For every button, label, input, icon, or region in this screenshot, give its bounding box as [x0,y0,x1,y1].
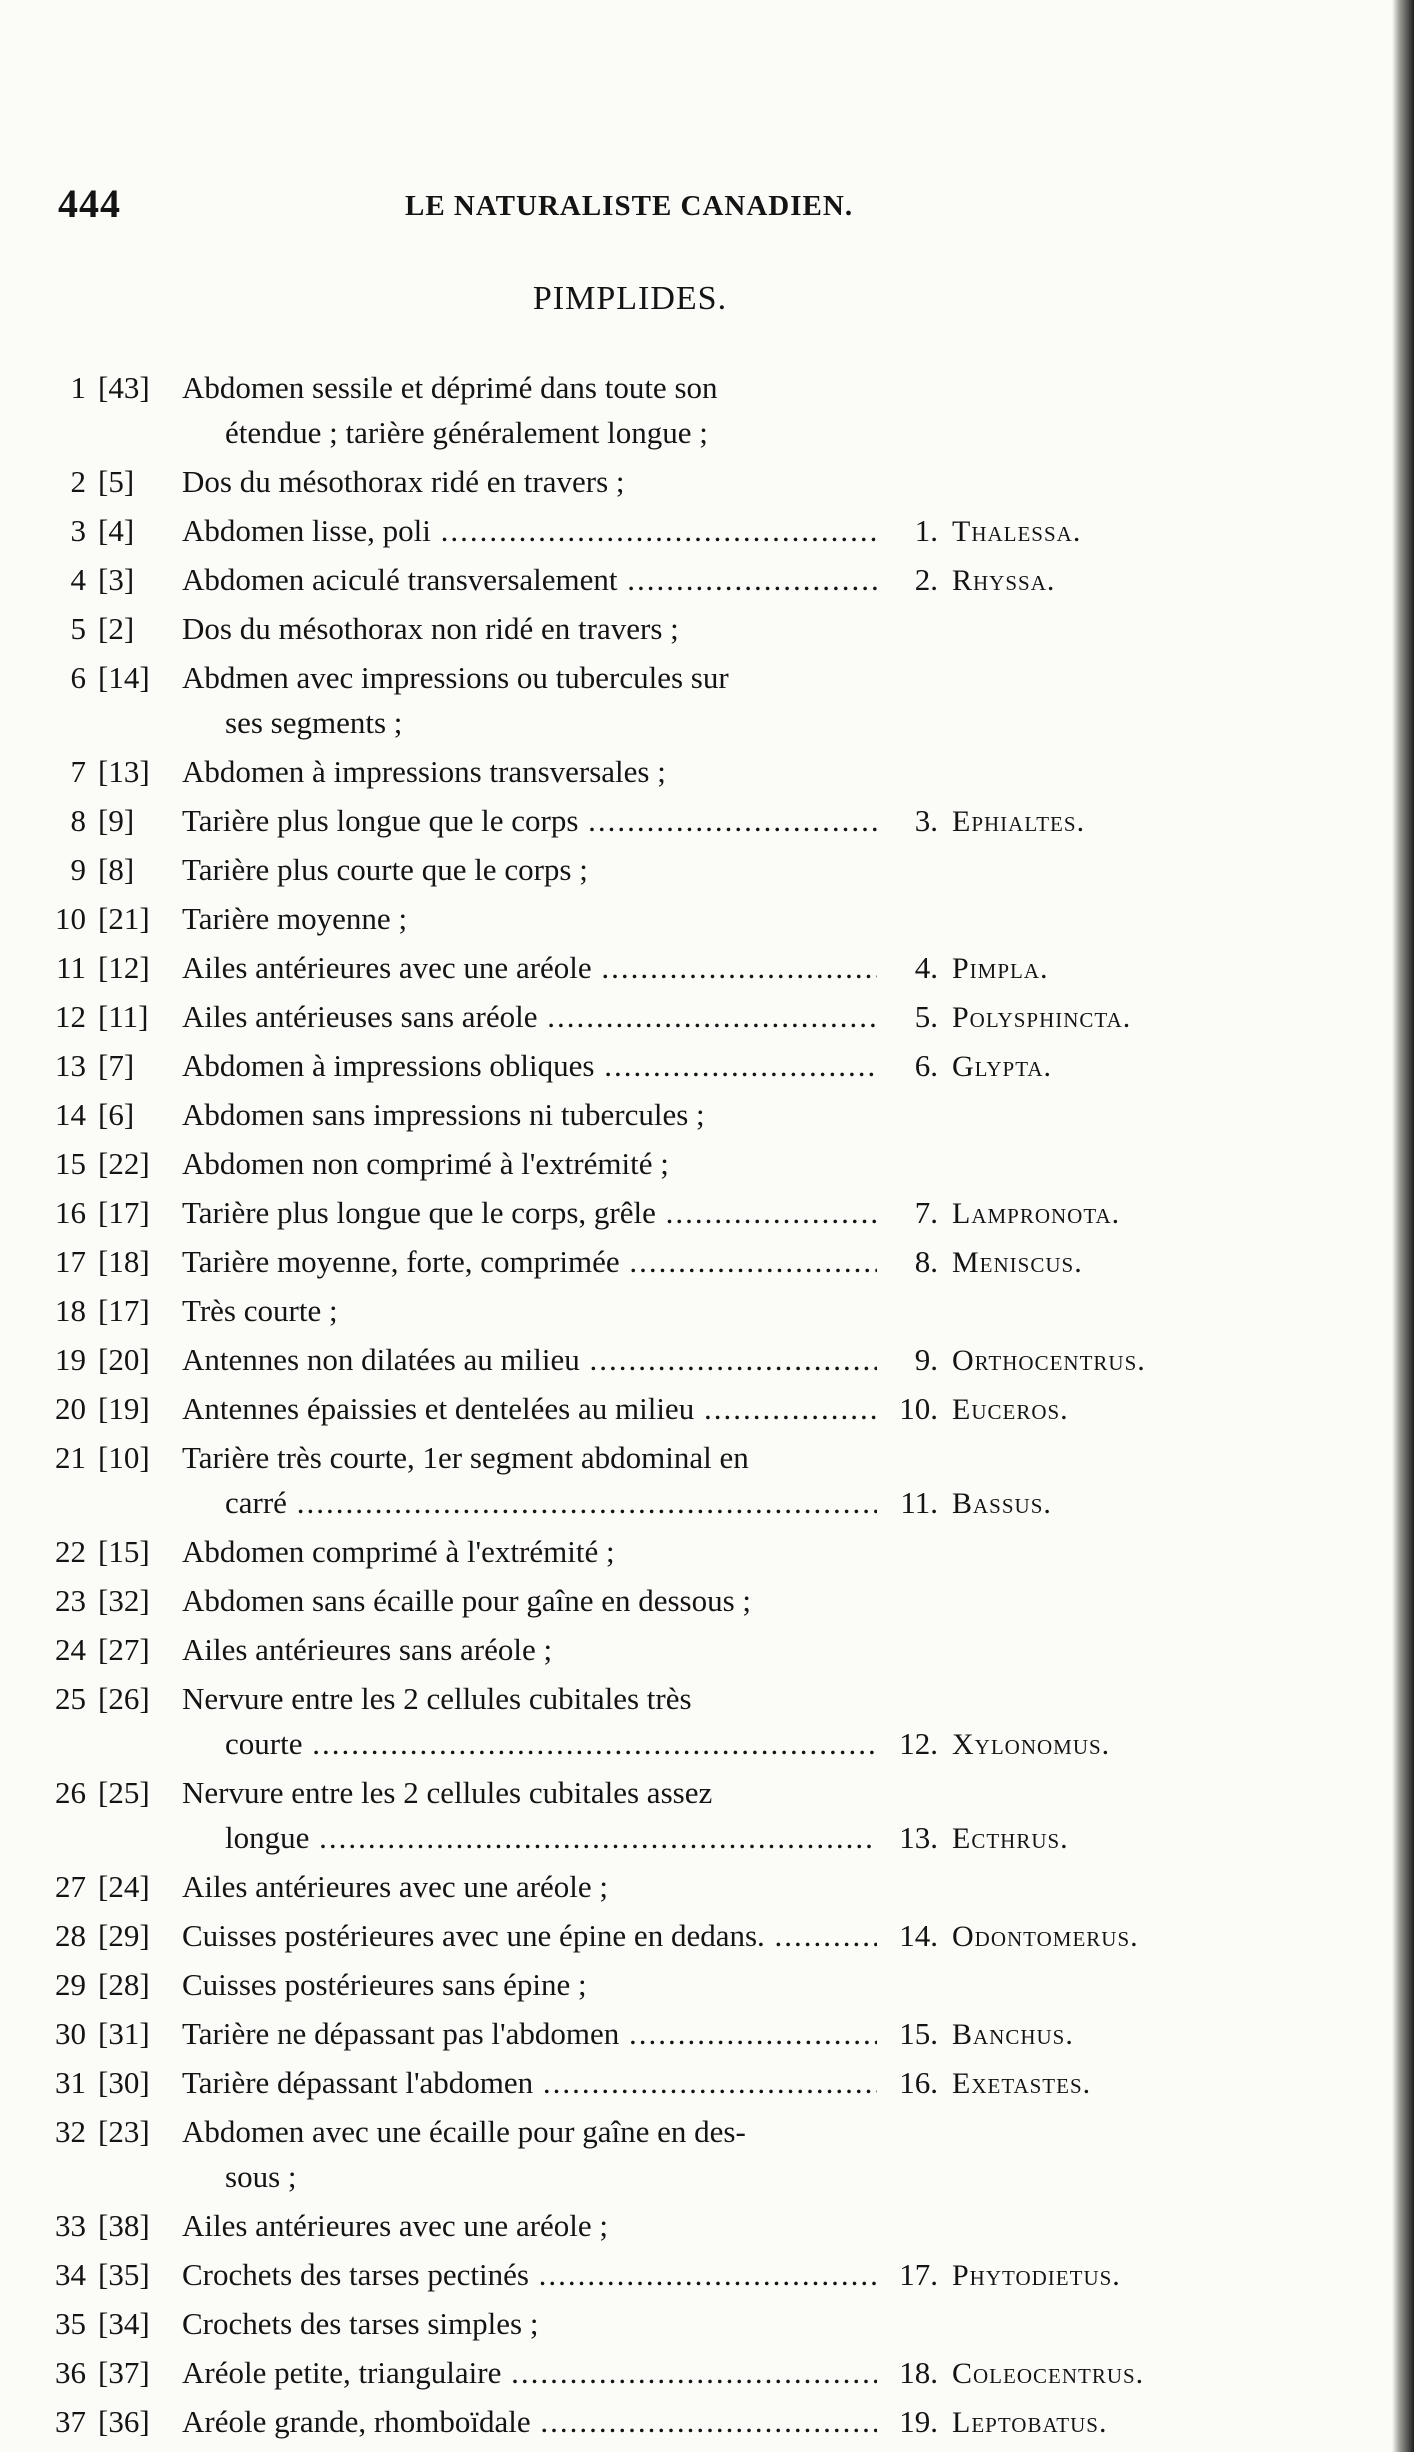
genus-number: 8. [914,1244,938,1279]
couplet-description-continued: étendue ; tarière généralement longue ; [225,415,708,450]
couplet-description: Nervure entre les 2 cellules cubitales assez [182,1775,713,1810]
couplet-reference: [9] [98,803,135,838]
genus-number: 19. [899,2404,938,2439]
genus-name: Banchus. [952,2018,1074,2051]
genus-result [888,994,1408,1040]
couplet-number: 5 [70,611,86,646]
key-entry-continuation [0,1815,1414,1860]
key-entry-line [0,1043,1414,1088]
couplet-reference: [17] [98,1195,150,1230]
couplet-reference: [32] [98,1583,150,1618]
genus-result [888,557,1408,603]
key-entry [0,508,1414,553]
key-entry-line [0,606,1414,651]
genus-result [888,2350,1408,2396]
genus-number: 11. [900,1485,938,1520]
key-entry-line [0,1239,1414,1284]
genus-name: Odontomerus. [952,1920,1139,1953]
couplet-description: Tarière plus longue que le corps ..... [182,798,877,843]
key-entry [0,459,1414,504]
couplet-number: 29 [55,1967,86,2002]
key-entry-continuation [0,2154,1414,2199]
key-entry [0,2301,1414,2346]
key-entry-line [0,1288,1414,1333]
couplet-description: Abdomen sans écaille pour gaîne en dessous ; [182,1583,752,1618]
couplet-number: 24 [55,1632,86,1667]
genus-number: 6. [914,1048,938,1083]
couplet-number: 8 [70,803,86,838]
couplet-number: 23 [55,1583,86,1618]
couplet-reference: [15] [98,1534,150,1569]
couplet-number: 31 [55,2065,86,2100]
couplet-description: Crochets des tarses pectinés ..... [182,2252,877,2297]
couplet-description: Ailes antérieures avec une aréole ; [182,1869,609,1904]
key-entry-continuation [0,410,1414,455]
couplet-number: 1 [70,370,86,405]
key-entry-line [0,459,1414,504]
couplet-reference: [29] [98,1918,150,1953]
couplet-number: 11 [56,950,86,985]
genus-number: 17. [899,2257,938,2292]
couplet-number: 7 [70,754,86,789]
couplet-number: 6 [70,660,86,695]
genus-name: Polysphincta. [952,1001,1132,1034]
key-entry [0,1676,1414,1766]
couplet-number: 34 [55,2257,86,2292]
key-entry [0,1239,1414,1284]
key-entry-line [0,1386,1414,1431]
couplet-reference: [27] [98,1632,150,1667]
couplet-reference: [20] [98,1342,150,1377]
genus-name: Orthocentrus. [952,1344,1146,1377]
genus-number: 16. [899,2065,938,2100]
couplet-number: 14 [55,1097,86,1132]
genus-name: Euceros. [952,1393,1069,1426]
genus-result [888,2252,1408,2298]
couplet-description-continued: sous ; [225,2159,297,2194]
couplet-description: Ailes antérieures avec une aréole ; [182,2208,609,2243]
couplet-reference: [18] [98,1244,150,1279]
couplet-description: Abdomen aciculé transversalement ..... [182,557,877,602]
couplet-number: 15 [55,1146,86,1181]
key-entry [0,847,1414,892]
genus-number: 9. [914,1342,938,1377]
genus-result [888,2399,1408,2445]
genus-name: Phytodietus. [952,2259,1121,2292]
couplet-reference: [43] [98,370,150,405]
couplet-number: 25 [55,1681,86,1716]
couplet-reference: [35] [98,2257,150,2292]
genus-result [888,798,1408,844]
key-entry [0,1529,1414,1574]
couplet-number: 30 [55,2016,86,2051]
couplet-number: 4 [70,562,86,597]
couplet-description-continued: courte ..... [225,1721,877,1766]
couplet-description: Tarière dépassant l'abdomen ..... [182,2060,877,2105]
genus-number: 15. [899,2016,938,2051]
key-entry-line [0,1770,1414,1815]
couplet-description: Abdmen avec impressions ou tubercules sur [182,660,729,695]
key-entry-line [0,2011,1414,2056]
couplet-description: Ailes antérieures sans aréole ; [182,1632,553,1667]
key-entry-line [0,1627,1414,1672]
couplet-description: Dos du mésothorax non ridé en travers ; [182,611,679,646]
key-entry-continuation [0,1480,1414,1525]
couplet-description: Tarière ne dépassant pas l'abdomen ..... [182,2011,877,2056]
key-entry-line [0,1141,1414,1186]
key-entry-line [0,1913,1414,1958]
couplet-description: Cuisses postérieures sans épine ; [182,1967,587,2002]
couplet-number: 36 [55,2355,86,2390]
couplet-number: 28 [55,1918,86,1953]
genus-name: Pimpla. [952,952,1049,985]
genus-name: Leptobatus. [952,2406,1108,2439]
genus-name: Thalessa. [952,515,1082,548]
genus-name: Bassus. [952,1487,1052,1520]
key-entry [0,749,1414,794]
key-entry-continuation [0,700,1414,745]
couplet-description: Abdomen à impressions transversales ; [182,754,666,789]
key-entry-line [0,1435,1414,1480]
couplet-reference: [6] [98,1097,135,1132]
couplet-number: 32 [55,2114,86,2149]
key-entry [0,1288,1414,1333]
couplet-reference: [38] [98,2208,150,2243]
key-entry-line [0,2252,1414,2297]
key-entry-line [0,2399,1414,2444]
key-entry [0,1435,1414,1525]
key-entry-line [0,1578,1414,1623]
genus-number: 10. [899,1391,938,1426]
couplet-description: Tarière très courte, 1er segment abdominal en [182,1440,749,1475]
key-entry [0,2109,1414,2199]
genus-number: 5. [914,999,938,1034]
key-entry [0,1578,1414,1623]
couplet-description: Abdomen non comprimé à l'extrémité ; [182,1146,669,1181]
couplet-number: 27 [55,1869,86,1904]
key-entry-line [0,2060,1414,2105]
key-entry [0,1337,1414,1382]
couplet-reference: [31] [98,2016,150,2051]
couplet-description: Abdomen à impressions obliques ..... [182,1043,877,1088]
genus-result [888,945,1408,991]
key-entry-line [0,1676,1414,1721]
couplet-number: 18 [55,1293,86,1328]
couplet-reference: [36] [98,2404,150,2439]
couplet-reference: [23] [98,2114,150,2149]
couplet-reference: [28] [98,1967,150,2002]
key-entry-line [0,557,1414,602]
key-entry [0,557,1414,602]
couplet-reference: [2] [98,611,135,646]
couplet-reference: [37] [98,2355,150,2390]
key-entry-line [0,896,1414,941]
key-entry [0,2252,1414,2297]
couplet-reference: [5] [98,464,135,499]
key-entry [0,606,1414,651]
key-entry-line [0,749,1414,794]
genus-result [888,1913,1408,1959]
key-entry-line [0,1337,1414,1382]
couplet-number: 3 [70,513,86,548]
genus-number: 1. [914,513,938,548]
key-entry-line [0,1864,1414,1909]
key-entry [0,1913,1414,1958]
couplet-number: 26 [55,1775,86,1810]
genus-result [888,1043,1408,1089]
key-entry [0,655,1414,745]
couplet-description: Nervure entre les 2 cellules cubitales très [182,1681,692,1716]
key-entry [0,1141,1414,1186]
couplet-description: Très courte ; [182,1293,338,1328]
couplet-number: 2 [70,464,86,499]
key-entry-line [0,994,1414,1039]
key-entry [0,945,1414,990]
genus-result [888,1239,1408,1285]
key-entry [0,1092,1414,1137]
genus-result [888,1386,1408,1432]
couplet-description: Tarière moyenne, forte, comprimée ..... [182,1239,877,1284]
couplet-description: Ailes antérieuses sans aréole ..... [182,994,877,1039]
genus-name: Xylonomus. [952,1728,1111,1761]
genus-number: 3. [914,803,938,838]
key-entry [0,1190,1414,1235]
genus-result [888,1815,1408,1861]
couplet-number: 16 [55,1195,86,1230]
couplet-description: Tarière moyenne ; [182,901,408,936]
couplet-description: Aréole petite, triangulaire ..... [182,2350,877,2395]
key-entry-line [0,945,1414,990]
key-entry [0,2203,1414,2248]
genus-name: Meniscus. [952,1246,1083,1279]
key-entry [0,2399,1414,2444]
key-entry-line [0,2203,1414,2248]
key-entry-line [0,365,1414,410]
genus-number: 2. [914,562,938,597]
genus-name: Rhyssa. [952,564,1056,597]
key-entry-line [0,847,1414,892]
couplet-description-continued: longue ..... [225,1815,877,1860]
key-entry [0,1770,1414,1860]
couplet-description: Antennes non dilatées au milieu ..... [182,1337,877,1382]
key-entry-line [0,798,1414,843]
key-entry [0,1627,1414,1672]
couplet-reference: [13] [98,754,150,789]
key-entry-continuation [0,1721,1414,1766]
couplet-description: Cuisses postérieures avec une épine en dedans. ..... [182,1913,877,1958]
genus-number: 12. [899,1726,938,1761]
key-entry [0,1043,1414,1088]
key-entry [0,365,1414,455]
key-entry [0,798,1414,843]
couplet-reference: [24] [98,1869,150,1904]
couplet-number: 13 [55,1048,86,1083]
couplet-reference: [11] [98,999,149,1034]
genus-result [888,2011,1408,2057]
couplet-reference: [30] [98,2065,150,2100]
page-header [0,180,1414,240]
couplet-number: 21 [55,1440,86,1475]
couplet-description: Abdomen sessile et déprimé dans toute son [182,370,718,405]
key-entry-line [0,655,1414,700]
couplet-number: 12 [55,999,86,1034]
couplet-reference: [19] [98,1391,150,1426]
couplet-description: Aréole grande, rhomboïdale ..... [182,2399,877,2444]
genus-name: Coleocentrus. [952,2357,1145,2390]
couplet-number: 20 [55,1391,86,1426]
couplet-number: 19 [55,1342,86,1377]
genus-result [888,1721,1408,1767]
couplet-number: 22 [55,1534,86,1569]
couplet-description-continued: ses segments ; [225,705,403,740]
couplet-reference: [17] [98,1293,150,1328]
couplet-number: 37 [55,2404,86,2439]
couplet-description: Dos du mésothorax ridé en travers ; [182,464,625,499]
couplet-description: Crochets des tarses simples ; [182,2306,539,2341]
couplet-description: Abdomen lisse, poli ..... [182,508,877,553]
genus-number: 13. [899,1820,938,1855]
key-entry [0,2060,1414,2105]
genus-result [888,508,1408,554]
key-entry-line [0,2109,1414,2154]
couplet-reference: [22] [98,1146,150,1181]
key-entry-line [0,2301,1414,2346]
couplet-number: 10 [55,901,86,936]
couplet-number: 33 [55,2208,86,2243]
running-title: LE NATURALISTE CANADIEN. [405,190,854,222]
couplet-reference: [12] [98,950,150,985]
genus-name: Ecthrus. [952,1822,1069,1855]
page-number: 444 [58,181,121,226]
couplet-reference: [4] [98,513,135,548]
key-entry [0,1962,1414,2007]
key-entry-line [0,1190,1414,1235]
key-entry-line [0,1529,1414,1574]
genus-result [888,1480,1408,1526]
couplet-reference: [21] [98,901,150,936]
couplet-description: Antennes épaissies et dentelées au milieu ..... [182,1386,877,1431]
couplet-reference: [25] [98,1775,150,1810]
couplet-reference: [14] [98,660,150,695]
key-entry [0,2350,1414,2395]
genus-name: Exetastes. [952,2067,1092,2100]
genus-result [888,2060,1408,2106]
couplet-description: Tarière plus longue que le corps, grêle ..... [182,1190,877,1235]
key-entry-line [0,508,1414,553]
couplet-number: 9 [70,852,86,887]
genus-result [888,1337,1408,1383]
genus-number: 18. [899,2355,938,2390]
couplet-reference: [10] [98,1440,150,1475]
couplet-number: 17 [55,1244,86,1279]
couplet-description: Ailes antérieures avec une aréole ..... [182,945,877,990]
genus-name: Lampronota. [952,1197,1121,1230]
key-entry [0,1386,1414,1431]
couplet-reference: [26] [98,1681,150,1716]
couplet-reference: [7] [98,1048,135,1083]
section-title: PIMPLIDES. [532,280,728,317]
key-entry-line [0,2350,1414,2395]
genus-number: 4. [914,950,938,985]
couplet-reference: [34] [98,2306,150,2341]
key-entry [0,1864,1414,1909]
key-entry [0,994,1414,1039]
couplet-description-continued: carré ..... [225,1480,877,1525]
couplet-number: 35 [55,2306,86,2341]
couplet-description: Abdomen comprimé à l'extrémité ; [182,1534,615,1569]
couplet-reference: [8] [98,852,135,887]
genus-number: 14. [899,1918,938,1953]
couplet-reference: [3] [98,562,135,597]
genus-number: 7. [914,1195,938,1230]
genus-name: Glypta. [952,1050,1053,1083]
genus-name: Ephialtes. [952,805,1086,838]
identification-key [0,365,1414,2448]
key-entry-line [0,1962,1414,2007]
key-entry-line [0,1092,1414,1137]
couplet-description: Abdomen sans impressions ni tubercules ; [182,1097,705,1132]
genus-result [888,1190,1408,1236]
couplet-description: Tarière plus courte que le corps ; [182,852,588,887]
key-entry [0,2011,1414,2056]
key-entry [0,896,1414,941]
couplet-description: Abdomen avec une écaille pour gaîne en des- [182,2114,746,2149]
